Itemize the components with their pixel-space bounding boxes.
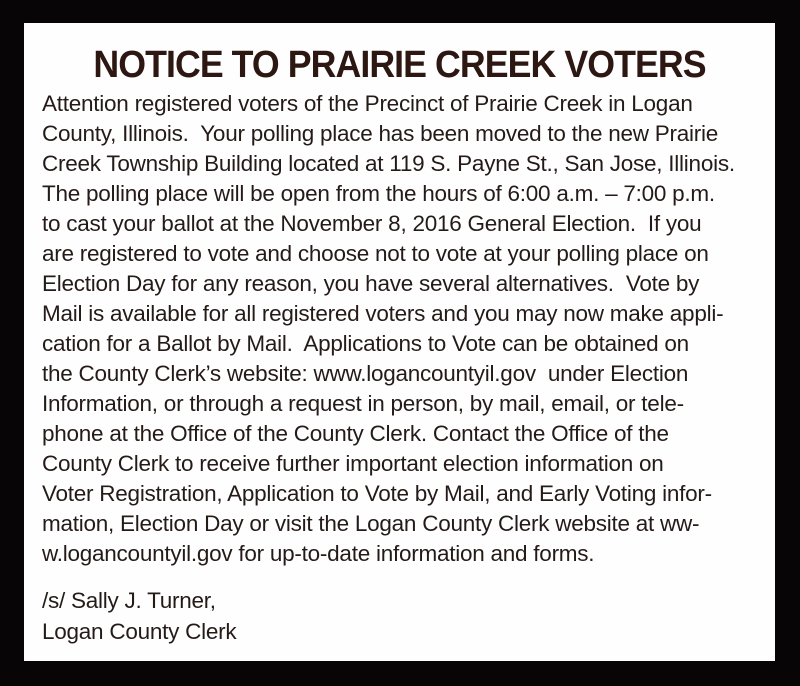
notice-body-line: phone at the Office of the County Clerk. Contact the Office of the [42, 421, 669, 446]
notice-body-line: the County Clerk’s website: www.logancountyil.gov under Election [42, 361, 689, 386]
notice-body [42, 89, 768, 569]
notice-body-line: w.logancountyil.gov for up-to-date information and forms. [42, 541, 595, 566]
notice-body-line: Attention registered voters of the Precinct of Prairie Creek in Logan [42, 91, 693, 116]
notice-body-line: to cast your ballot at the November 8, 2016 General Election. If you [42, 211, 702, 236]
signature-title: Logan County Clerk [42, 619, 237, 644]
signature-name: /s/ Sally J. Turner, [42, 588, 216, 613]
notice-body-line: cation for a Ballot by Mail. Applications to Vote can be obtained on [42, 331, 689, 356]
notice-signature [42, 585, 236, 647]
notice-body-line: Creek Township Building located at 119 S. Payne St., San Jose, Illinois. [42, 151, 735, 176]
notice-body-line: The polling place will be open from the hours of 6:00 a.m. – 7:00 p.m. [42, 181, 715, 206]
notice-body-line: are registered to vote and choose not to vote at your polling place on [42, 241, 709, 266]
notice-body-line: Mail is available for all registered voters and you may now make appli- [42, 301, 724, 326]
notice-body-line: Election Day for any reason, you have several alternatives. Vote by [42, 271, 700, 296]
notice-body-line: Information, or through a request in person, by mail, email, or tele- [42, 391, 684, 416]
notice-body-line: County, Illinois. Your polling place has been moved to the new Prairie [42, 121, 719, 146]
notice-panel [24, 23, 775, 661]
notice-body-line: Voter Registration, Application to Vote by Mail, and Early Voting infor- [42, 481, 712, 506]
notice-body-line: County Clerk to receive further important election information on [42, 451, 664, 476]
notice-body-line: mation, Election Day or visit the Logan County Clerk website at ww- [42, 511, 700, 536]
notice-title: NOTICE TO PRAIRIE CREEK VOTERS [93, 44, 706, 86]
